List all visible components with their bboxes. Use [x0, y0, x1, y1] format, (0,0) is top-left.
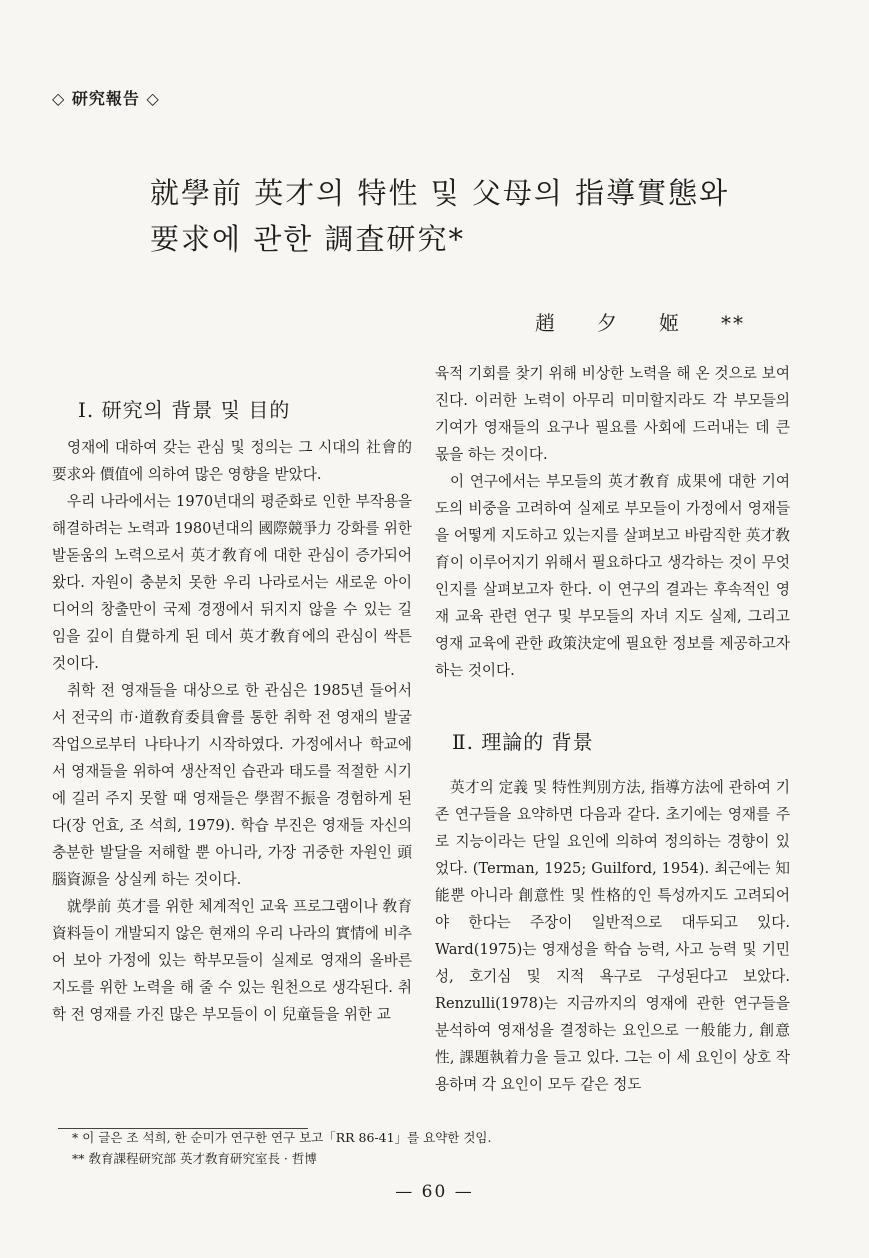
footnotes	[72, 1127, 772, 1169]
author-name: 趙夕姬	[535, 311, 721, 335]
author-byline	[535, 307, 775, 336]
left-column	[52, 434, 412, 1028]
section-2-heading: Ⅱ. 理論的 背景	[452, 730, 594, 754]
paragraph: 영재에 대하여 갖는 관심 및 정의는 그 시대의 社會的 要求와 價值에 의하여 많은 영향을 받았다.	[52, 439, 412, 483]
paragraph: 就學前 英才를 위한 체계적인 교육 프로그램이나 敎育資料들이 개발되지 않은 현재의 우리 나라의 實情에 비추어 보아 가정에 있는 학부모들이 실제로 영재의 올바른 지도를 위한 노력을 해 줄 수 있는 원천으로 생각된다. 취학 전 영재를 가진 많은 부모들이 이 兒童들을 위한 교	[52, 898, 412, 1023]
right-column-lower	[435, 774, 790, 1098]
title-line-2: 要求에 관한 調査研究*	[150, 222, 465, 256]
footnote-2: ** 敎育課程研究部 英才敎育研究室長 · 哲博	[72, 1151, 317, 1166]
paragraph: 이 연구에서는 부모들의 英才敎育 成果에 대한 기여도의 비중을 고려하여 실제로 부모들이 가정에서 영재들을 어떻게 지도하고 있는지를 살펴보고 바람직한 英才敎育이 이루어지기 위해서 필요하다고 생각하는 것이 무엇인지를 살펴보고자 한다. 이 연구의 결과는 후속적인 영재 교육 관련 연구 및 부모들의 자녀 지도 실제, 그리고 영재 교육에 관한 政策決定에 필요한 정보를 제공하고자 하는 것이다.	[435, 473, 790, 679]
paragraph: 우리 나라에서는 1970년대의 평준화로 인한 부작용을 해결하려는 노력과 1980년대의 國際競爭力 강화를 위한 발돋움의 노력으로서 英才敎育에 대한 관심이 증가되어 왔다. 자원이 충분치 못한 우리 나라로서는 새로운 아이디어의 창출만이 국제 경쟁에서 뒤지지 않을 수 있는 길임을 깊이 自覺하게 된 데서 英才敎育에의 관심이 싹튼 것이다.	[52, 493, 412, 672]
right-column	[435, 360, 790, 684]
paragraph-continued: 육적 기회를 찾기 위해 비상한 노력을 해 온 것으로 보여진다. 이러한 노력이 아무리 미미할지라도 각 부모들의 기여가 영재들의 요구나 필요를 사회에 드러내는 데 큰 몫을 하는 것이다.	[435, 365, 790, 463]
article-title	[150, 170, 790, 262]
section-tag: ◇ 研究報告 ◇	[52, 89, 160, 108]
page-number: — 60 —	[395, 1182, 474, 1202]
section-1-heading: Ⅰ. 研究의 背景 및 目的	[78, 398, 291, 422]
author-footnote-mark: **	[721, 311, 745, 335]
paragraph: 취학 전 영재들을 대상으로 한 관심은 1985년 들어서서 전국의 市·道敎育委員會를 통한 취학 전 영재의 발굴 작업으로부터 나타나기 시작하였다. 가정에서나 학교에서 영재들을 위하여 생산적인 습관과 태도를 적절한 시기에 길러 주지 못할 때 영재들은 學習不振을 경험하게 된다(장 언효, 조 석희, 1979). 학습 부진은 영재들 자신의 충분한 발달을 저해할 뿐 아니라, 가장 귀중한 자원인 頭腦資源을 상실케 하는 것이다.	[52, 682, 412, 888]
paragraph: 英才의 定義 및 特性判別方法, 指導方法에 관하여 기존 연구들을 요약하면 다음과 같다. 초기에는 영재를 주로 지능이라는 단일 요인에 의하여 정의하는 경향이 있었다. (Terman, 1925; Guilford, 1954). 최근에는 知能뿐 아니라 創意性 및 性格的인 특성까지도 고려되어야 한다는 주장이 일반적으로 대두되고 있다. Ward(1975)는 영재성을 학습 능력, 사고 능력 및 기민성, 호기심 및 지적 욕구로 구성된다고 보았다. Renzulli(1978)는 지금까지의 영재에 관한 연구들을 분석하여 영재성을 결정하는 요인으로 一般能力, 創意性, 課題執着力을 들고 있다. 그는 이 세 요인이 상호 작용하며 각 요인이 모두 같은 정도	[435, 779, 790, 1093]
title-line-1: 就學前 英才의 特性 및 父母의 指導實態와	[150, 176, 730, 210]
footnote-1: * 이 글은 조 석희, 한 순미가 연구한 연구 보고「RR 86-41」를 요약한 것임.	[72, 1130, 492, 1145]
